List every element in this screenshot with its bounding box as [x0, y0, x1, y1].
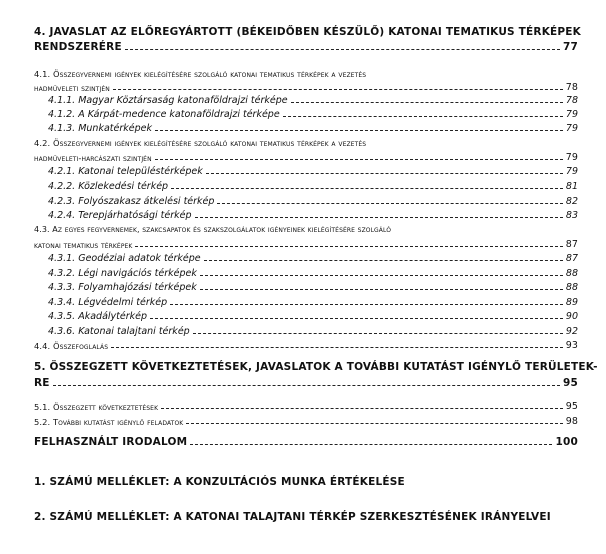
- dot-leader: [150, 317, 563, 319]
- dot-leader: [193, 332, 563, 334]
- toc-entry-5[interactable]: [34, 377, 578, 389]
- dot-leader: [186, 422, 562, 424]
- toc-entry-4-2-1[interactable]: [48, 166, 578, 177]
- toc-entry-label: 4.2.1. Katonai településtérképek: [48, 166, 203, 177]
- dot-leader: [217, 202, 562, 204]
- toc-entry-4-2-line1: 4.2. Összegyvernemi igények kielégítésére szolgáló katonai tematikus térképek a vezetés: [34, 138, 367, 148]
- page-number: 79: [565, 166, 578, 177]
- toc-entry-4-1-line2: hadműveleti szintjén: [34, 83, 110, 93]
- toc-entry-5-line1: 5. ÖSSZEGZETT KÖVETKEZTETÉSEK, JAVASLATOK A TOVÁBBI KUTATÁST IGÉNYLŐ TERÜLETEK-: [34, 361, 598, 373]
- toc-entry-label: FELHASZNÁLT IRODALOM: [34, 436, 188, 448]
- toc-entry-label: 4.3.3. Folyamhajózási térképek: [48, 282, 197, 293]
- toc-entry-label: 4.1.1. Magyar Köztársaság katonaföldrajzi térképe: [48, 95, 288, 106]
- page-number: 83: [565, 210, 578, 221]
- page-number: 93: [565, 340, 578, 351]
- toc-entry-4-2-line2: hadműveleti-harcászati szintjén: [34, 153, 152, 163]
- toc-entry-label: 4.3.2. Légi navigációs térképek: [48, 268, 197, 279]
- page-number: 88: [565, 268, 578, 279]
- toc-entry-annex-2[interactable]: 2. SZÁMÚ MELLÉKLET: A KATONAI TALAJTANI TÉRKÉP SZERKESZTÉSÉNEK IRÁNYELVEI: [34, 511, 551, 523]
- page-number: 100: [555, 436, 578, 448]
- page-number: 98: [565, 416, 578, 427]
- toc-entry-4-2-2[interactable]: [48, 181, 578, 192]
- page-number: 82: [565, 196, 578, 207]
- dot-leader: [161, 407, 563, 409]
- toc-entry-bibliography[interactable]: [34, 436, 578, 448]
- toc-entry-4-4[interactable]: [34, 340, 578, 351]
- page-number: 90: [565, 311, 578, 322]
- toc-entry-5-2[interactable]: [34, 416, 578, 427]
- toc-entry-4-1-1[interactable]: [48, 95, 578, 106]
- toc-entry-4-line1: 4. JAVASLAT AZ ELŐREGYÁRTOTT (BÉKEIDŐBEN KÉSZÜLŐ) KATONAI TEMATIKUS TÉRKÉPEK: [34, 26, 582, 38]
- page-number: 95: [565, 401, 578, 412]
- toc-entry-annex-1[interactable]: 1. SZÁMÚ MELLÉKLET: A KONZULTÁCIÓS MUNKA ÉRTÉKELÉSE: [34, 476, 405, 488]
- dot-leader: [125, 48, 560, 50]
- toc-entry-4-2-3[interactable]: [48, 196, 578, 207]
- dot-leader: [283, 115, 563, 117]
- toc-entry-label: 5.2. További kutatást igénylő feladatok: [34, 417, 184, 427]
- toc-entry-4-1[interactable]: [34, 82, 578, 93]
- toc-entry-label: 4.1.2. A Kárpát-medence katonaföldrajzi térképe: [48, 109, 280, 120]
- toc-entry-4-3-2[interactable]: [48, 268, 578, 279]
- dot-leader: [200, 288, 563, 290]
- dot-leader: [155, 129, 563, 131]
- toc-entry-label: 4.3.6. Katonai talajtani térkép: [48, 326, 190, 337]
- toc-entry-4-3-6[interactable]: [48, 326, 578, 337]
- toc-entry-4-2-4[interactable]: [48, 210, 578, 221]
- toc-entry-4-3-5[interactable]: [48, 311, 578, 322]
- page-number: 78: [565, 82, 578, 93]
- toc-entry-label: 4.2.2. Közlekedési térkép: [48, 181, 169, 192]
- toc-entry-4-1-line1: 4.1. Összegyvernemi igények kielégítésére szolgáló katonai tematikus térképek a vezetés: [34, 69, 367, 79]
- page-number: 81: [565, 181, 578, 192]
- page-number: 87: [565, 253, 578, 264]
- toc-entry-4-3-line1: 4.3. Az egyes fegyvernemek, szakcsapatok és szakszolgálatok igényeinek kielégítésére szolgáló: [34, 225, 392, 234]
- toc-entry-5-line2: RE: [34, 377, 50, 389]
- toc-entry-label: 5.1. Összegzett következtetések: [34, 402, 159, 412]
- dot-leader: [200, 274, 563, 276]
- toc-entry-label: 4.2.3. Folyószakasz átkelési térkép: [48, 196, 215, 207]
- toc-entry-4-1-3[interactable]: [48, 123, 578, 134]
- page-number: 78: [565, 95, 578, 106]
- page-number: 89: [565, 297, 578, 308]
- dot-leader: [171, 187, 563, 189]
- toc-entry-label: 4.1.3. Munkatérképek: [48, 123, 152, 134]
- toc-entry-4-line2: RENDSZERÉRE: [34, 41, 122, 53]
- dot-leader: [206, 172, 563, 174]
- toc-entry-label: 4.3.4. Légvédelmi térkép: [48, 297, 168, 308]
- dot-leader: [135, 245, 562, 247]
- toc-entry-4-2[interactable]: [34, 152, 578, 163]
- page-number: 88: [565, 282, 578, 293]
- page-number: 77: [562, 41, 578, 53]
- toc-entry-4-3-4[interactable]: [48, 297, 578, 308]
- page-number: 79: [565, 152, 578, 163]
- dot-leader: [190, 443, 552, 445]
- dot-leader: [170, 303, 563, 305]
- page-number: 92: [565, 326, 578, 337]
- dot-leader: [53, 384, 560, 386]
- toc-entry-4-3-line2: katonai tematikus térképek: [34, 240, 133, 250]
- page-number: 95: [562, 377, 578, 389]
- toc-entry-4-1-2[interactable]: [48, 109, 578, 120]
- toc-entry-5-1[interactable]: [34, 401, 578, 412]
- page-number: 79: [565, 123, 578, 134]
- toc-entry-4[interactable]: [34, 41, 578, 53]
- dot-leader: [111, 346, 563, 348]
- page-number: 87: [565, 239, 578, 250]
- toc-entry-label: 4.4. Összefoglalás: [34, 341, 109, 351]
- toc-entry-4-3[interactable]: [34, 239, 578, 250]
- toc-entry-label: 4.2.4. Terepjárhatósági térkép: [48, 210, 192, 221]
- toc-entry-label: 4.3.5. Akadálytérkép: [48, 311, 147, 322]
- dot-leader: [291, 101, 563, 103]
- toc-entry-4-3-1[interactable]: [48, 253, 578, 264]
- toc-entry-label: 4.3.1. Geodéziai adatok térképe: [48, 253, 201, 264]
- dot-leader: [113, 88, 563, 90]
- dot-leader: [155, 158, 563, 160]
- dot-leader: [204, 259, 563, 261]
- page-number: 79: [565, 109, 578, 120]
- dot-leader: [195, 216, 563, 218]
- toc-entry-4-3-3[interactable]: [48, 282, 578, 293]
